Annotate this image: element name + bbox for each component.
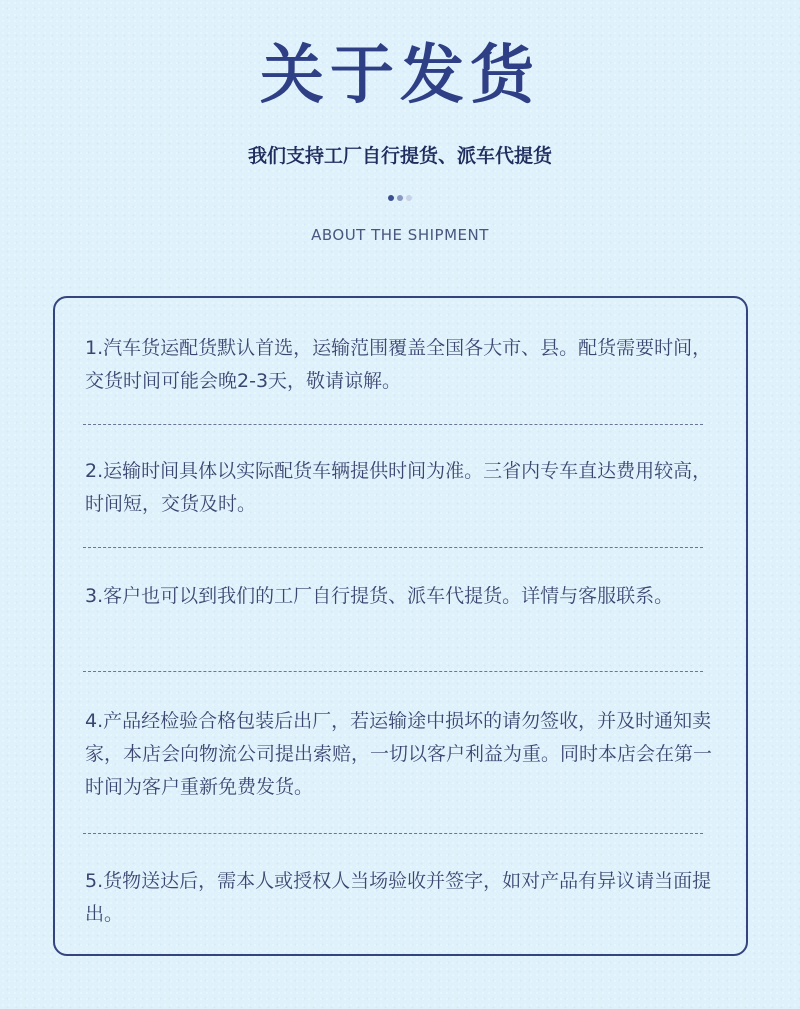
dashed-divider	[83, 671, 703, 672]
page-subtitle: 我们支持工厂自行提货、派车代提货	[247, 145, 552, 167]
dashed-divider	[83, 833, 703, 834]
note-item-4: 4.产品经检验合格包装后出厂，若运输途中损坏的请勿签收，并及时通知卖家，本店会向物流公司提出索赔，一切以客户利益为重。同时本店会在第一时间为客户重新免费发货。	[85, 710, 713, 798]
dashed-divider	[83, 547, 703, 548]
note-item-2: 2.运输时间具体以实际配货车辆提供时间为准。三省内专车直达费用较高，时间短，交货及时。	[85, 460, 712, 515]
note-item-1: 1.汽车货运配货默认首选，运输范围覆盖全国各大市、县。配货需要时间，交货时间可能会晚2-3天，敬请谅解。	[85, 337, 712, 392]
dashed-divider	[83, 424, 703, 425]
shipment-notes-card	[53, 296, 748, 956]
note-item-3: 3.客户也可以到我们的工厂自行提货、派车代提货。详情与客服联系。	[85, 585, 674, 607]
note-item-5: 5.货物送达后，需本人或授权人当场验收并签字，如对产品有异议请当面提出。	[85, 870, 712, 925]
page-title: 关于发货	[260, 39, 540, 113]
english-title: ABOUT THE SHIPMENT	[311, 226, 489, 244]
dot-icon	[397, 195, 403, 201]
decorative-dots	[0, 195, 800, 201]
dot-icon	[388, 195, 394, 201]
dot-icon	[406, 195, 412, 201]
